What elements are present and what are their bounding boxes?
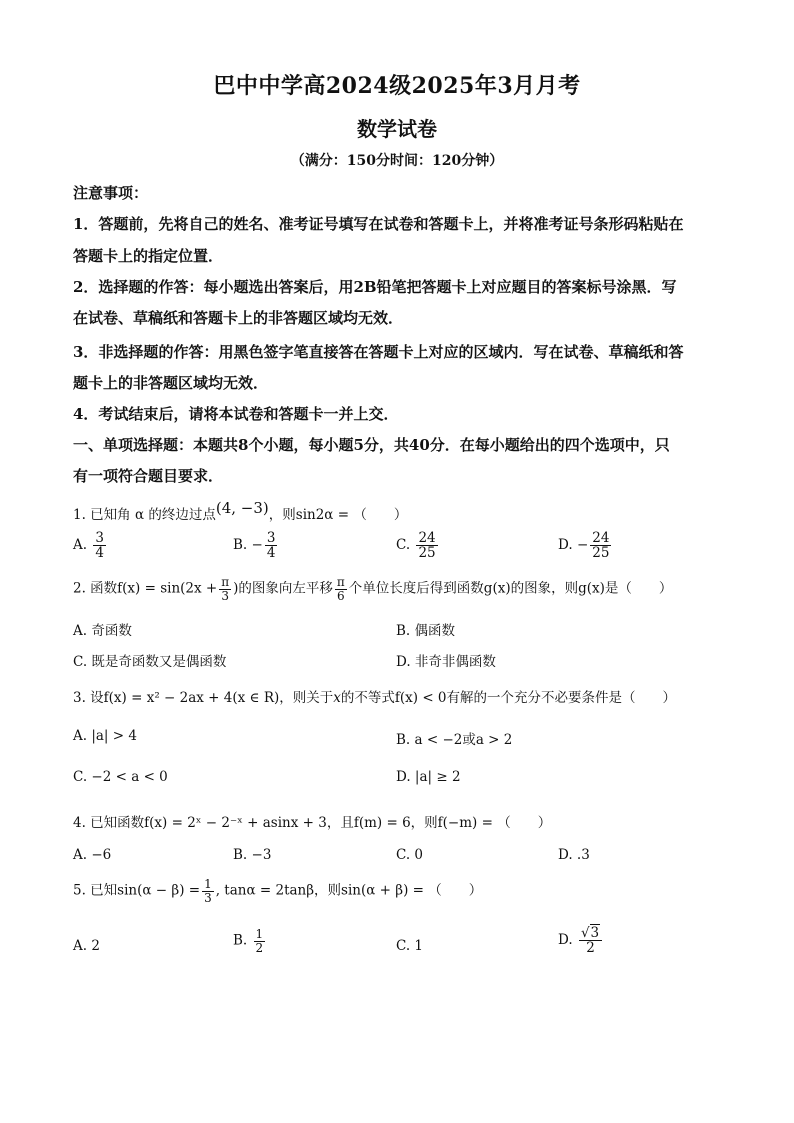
- question-2: 2. 函数f(x) = sin(2x + $\frac{\pi}{3}$ )的图象向左平移 $\frac{\pi}{6}$ 个单位长度后得到函数g(x)的图象，则g(x)是（ ）: [73, 575, 673, 603]
- section-heading: 一、单项选择题：本题共8个小题，每小题5分，共40分．在每小题给出的四个选项中，只: [73, 436, 670, 454]
- notice-line: 3．非选择题的作答：用黑色签字笔直接答在答题卡上对应的区域内．写在试卷、草稿纸和答: [73, 343, 684, 361]
- question-3: 3. 设f(x) = x² − 2ax + 4(x ∈ R)，则关于x的不等式f(x) < 0有解的一个充分不必要条件是（ ）: [73, 690, 677, 706]
- q5-option-b: B. $\frac{1}{2}$: [233, 927, 264, 955]
- question-5: 5. 已知sin(α − β) = $\frac{1}{3}$ , tanα = 2tanβ，则sin(α + β) = （ ）: [73, 877, 483, 905]
- notice-line: 在试卷、草稿纸和答题卡上的非答题区域均无效．: [73, 309, 404, 327]
- q1-option-b: B. − $\frac{3}{4}$: [233, 530, 276, 562]
- q2-option-a: A. 奇函数: [73, 623, 132, 639]
- notice-line: 答题卡上的指定位置．: [73, 247, 224, 265]
- q3-option-a: A. |a| > 4: [73, 728, 137, 744]
- q1-option-d: D. − $\frac{24}{25}$: [558, 530, 610, 562]
- exam-subject: 数学试卷: [357, 117, 437, 141]
- q2-option-b: B. 偶函数: [396, 623, 456, 639]
- question-4: 4. 已知函数f(x) = 2ˣ − 2⁻ˣ + asinx + 3，且f(m) = 6，则f(−m) = （ ）: [73, 815, 552, 831]
- notice-line: 题卡上的非答题区域均无效．: [73, 374, 269, 392]
- q5-option-d: D. $\frac{√3}{2}$: [558, 926, 604, 955]
- q5-option-c: C. 1: [396, 938, 424, 954]
- exam-meta: （满分：150分时间：120分钟）: [290, 153, 504, 169]
- q3-option-c: C. −2 < a < 0: [73, 769, 168, 785]
- q4-option-c: C. 0: [396, 847, 424, 863]
- notice-line: 2．选择题的作答：每小题选出答案后，用2B铅笔把答题卡上对应题目的答案标号涂黑．写: [73, 278, 677, 296]
- notice-line: 4．考试结束后，请将本试卷和答题卡一并上交．: [73, 405, 399, 423]
- notice-heading: 注意事项：: [73, 184, 149, 202]
- q2-option-d: D. 非奇非偶函数: [396, 654, 496, 670]
- q1-option-a: A. $\frac{3}{4}$: [73, 530, 104, 562]
- section-heading: 有一项符合题目要求．: [73, 467, 224, 485]
- q1-option-c: C. $\frac{24}{25}$: [396, 530, 436, 562]
- question-1: 1. 已知角 α 的终边过点(4, −3)，则sin2α = （ ）: [73, 499, 408, 523]
- exam-title: 巴中中学高2024级2025年3月月考: [213, 73, 581, 99]
- q2-option-c: C. 既是奇函数又是偶函数: [73, 654, 227, 670]
- q4-option-d: D. .3: [558, 847, 590, 863]
- q5-option-a: A. 2: [73, 938, 100, 954]
- q3-option-d: D. |a| ≥ 2: [396, 769, 461, 785]
- q4-option-a: A. −6: [73, 847, 112, 863]
- q3-option-b: B. a < −2或a > 2: [396, 732, 513, 748]
- q4-option-b: B. −3: [233, 847, 272, 863]
- notice-line: 1．答题前，先将自己的姓名、准考证号填写在试卷和答题卡上，并将准考证号条形码粘贴在: [73, 215, 684, 233]
